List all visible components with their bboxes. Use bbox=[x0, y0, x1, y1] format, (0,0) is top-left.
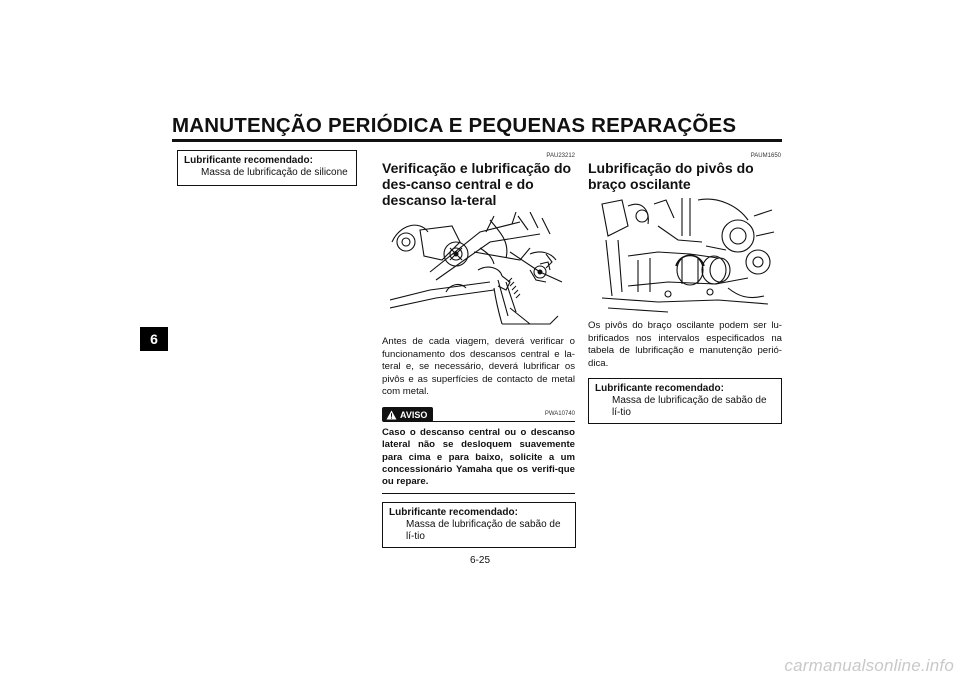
section-body-stand: Antes de cada viagem, deverá verificar o funcionamento dos descansos central e la-teral e, se necessário, deverá lubrificar os pivôs e as superfícies de contacto de metal com metal. bbox=[382, 336, 575, 397]
lubricant-box-stand bbox=[382, 502, 576, 548]
lubricant-label: Lubrificante recomendado: bbox=[595, 383, 724, 394]
watermark[interactable]: carmanualsonline.info bbox=[784, 656, 954, 675]
lubricant-label: Lubrificante recomendado: bbox=[389, 507, 518, 518]
page-number: 6-25 bbox=[469, 555, 490, 566]
warning-triangle-icon bbox=[386, 410, 397, 420]
lubricant-value: Massa de lubrificação de sabão de lí-tio bbox=[406, 519, 561, 542]
warning-bottom-rule bbox=[382, 493, 575, 494]
section-heading-swingarm: Lubrificação do pivôs do braço oscilante bbox=[588, 160, 754, 192]
warning-top-rule bbox=[420, 421, 575, 422]
lubricant-value: Massa de lubrificação de silicone bbox=[201, 167, 348, 178]
stand-illustration bbox=[390, 212, 570, 330]
section-heading-stand: Verificação e lubrificação do des-canso central e do descanso la-teral bbox=[382, 160, 572, 208]
lubricant-value: Massa de lubrificação de sabão de lí-tio bbox=[612, 395, 767, 418]
warning-text: Caso o descanso central ou o descanso lateral não se desloquem suavemente para cima e para baixo, solicite a um concessionário Yamaha que os verifi-que ou repare. bbox=[382, 427, 575, 488]
swingarm-pivot-illustration bbox=[598, 196, 776, 316]
warning-badge bbox=[382, 407, 433, 422]
warning-code: PWA10740 bbox=[544, 411, 575, 417]
section-body-swingarm: Os pivôs do braço oscilante podem ser lu-brificados nos intervalos especificados na tabela de lubrificação e manutenção perió-dica. bbox=[588, 320, 782, 369]
lubricant-box-silicone bbox=[177, 150, 357, 186]
lubricant-box-swingarm bbox=[588, 378, 782, 424]
page-title: MANUTENÇÃO PERIÓDICA E PEQUENAS REPARAÇÕES bbox=[172, 114, 737, 137]
section-code-swingarm: PAUM1650 bbox=[750, 153, 781, 159]
title-rule bbox=[172, 139, 782, 142]
lubricant-label: Lubrificante recomendado: bbox=[184, 155, 313, 166]
section-code-stand: PAU23212 bbox=[546, 153, 575, 159]
chapter-tab: 6 bbox=[140, 327, 168, 351]
warning-label: AVISO bbox=[400, 409, 428, 420]
